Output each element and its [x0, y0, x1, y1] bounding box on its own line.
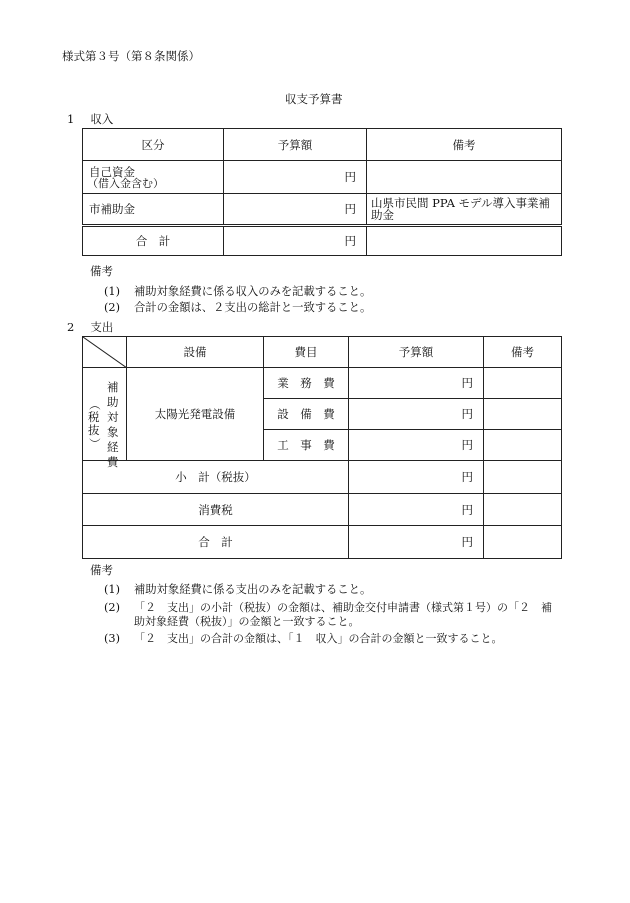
page-title: 収支予算書 [285, 92, 343, 106]
own-funds-remarks [367, 161, 562, 194]
expense-tax-row [83, 494, 562, 526]
item-business-remarks [484, 368, 562, 399]
income-total-amount: 円 [224, 226, 367, 256]
income-heading-number: 1 [67, 112, 75, 126]
diagonal-header-cell [83, 337, 127, 368]
expense-header-item: 費目 [264, 337, 349, 368]
subtotal-amount: 円 [349, 461, 484, 494]
income-total-row [83, 226, 562, 256]
side-label-chars: 補 助 対 象 経 費 [107, 380, 119, 469]
expense-heading [67, 319, 113, 335]
subtotal-label: 小 計（税抜） [83, 461, 349, 494]
city-subsidy-amount: 円 [224, 194, 367, 226]
item-equipment: 設 備 費 [264, 399, 349, 430]
expense-notes-title: 備考 [90, 563, 113, 577]
income-header-category: 区分 [83, 129, 224, 161]
expense-total-label: 合 計 [83, 526, 349, 559]
expense-total-remarks [484, 526, 562, 559]
expense-table [82, 336, 562, 559]
item-construction-amount: 円 [349, 430, 484, 461]
expense-heading-label: 支出 [90, 320, 114, 334]
income-table [82, 128, 562, 256]
income-heading [67, 111, 113, 127]
income-total-label: 合 計 [83, 226, 224, 256]
expense-header-row [83, 337, 562, 368]
income-header-row [83, 129, 562, 161]
item-construction: 工 事 費 [264, 430, 349, 461]
tax-label: 消費税 [83, 494, 349, 526]
income-row-own-funds [83, 161, 562, 194]
expense-header-amount: 予算額 [349, 337, 484, 368]
income-header-remarks: 備考 [367, 129, 562, 161]
tax-remarks [484, 494, 562, 526]
income-notes-title: 備考 [90, 264, 113, 278]
subsidy-side-label [83, 368, 127, 469]
subtotal-remarks [484, 461, 562, 494]
income-row-city-subsidy [83, 194, 562, 226]
expense-heading-number: 2 [67, 320, 75, 334]
income-row-label [83, 161, 224, 194]
income-total-remarks [367, 226, 562, 256]
item-business-amount: 円 [349, 368, 484, 399]
side-tax-chars: （ 税 抜 ） [87, 398, 102, 450]
expense-subtotal-row [83, 461, 562, 494]
city-subsidy-remarks: 山県市民間 PPA モデル導入事業補 助金 [367, 194, 562, 226]
income-header-amount: 予算額 [224, 129, 367, 161]
item-equipment-remarks [484, 399, 562, 430]
facility-name: 太陽光発電設備 [127, 368, 264, 461]
form-label: 様式第３号（第８条関係） [62, 49, 200, 63]
income-heading-label: 収入 [90, 112, 114, 126]
city-subsidy-label: 市補助金 [83, 194, 224, 226]
diagonal-line [83, 337, 127, 368]
expense-header-facility: 設備 [127, 337, 264, 368]
expense-total-row [83, 526, 562, 559]
item-equipment-amount: 円 [349, 399, 484, 430]
own-funds-sublabel: （借入金含む） [87, 176, 164, 190]
item-business: 業 務 費 [264, 368, 349, 399]
own-funds-amount: 円 [224, 161, 367, 194]
expense-row-business [83, 368, 562, 399]
expense-header-remarks: 備考 [484, 337, 562, 368]
expense-total-amount: 円 [349, 526, 484, 559]
item-construction-remarks [484, 430, 562, 461]
own-funds-label: 自己資金 [89, 164, 135, 179]
tax-amount: 円 [349, 494, 484, 526]
